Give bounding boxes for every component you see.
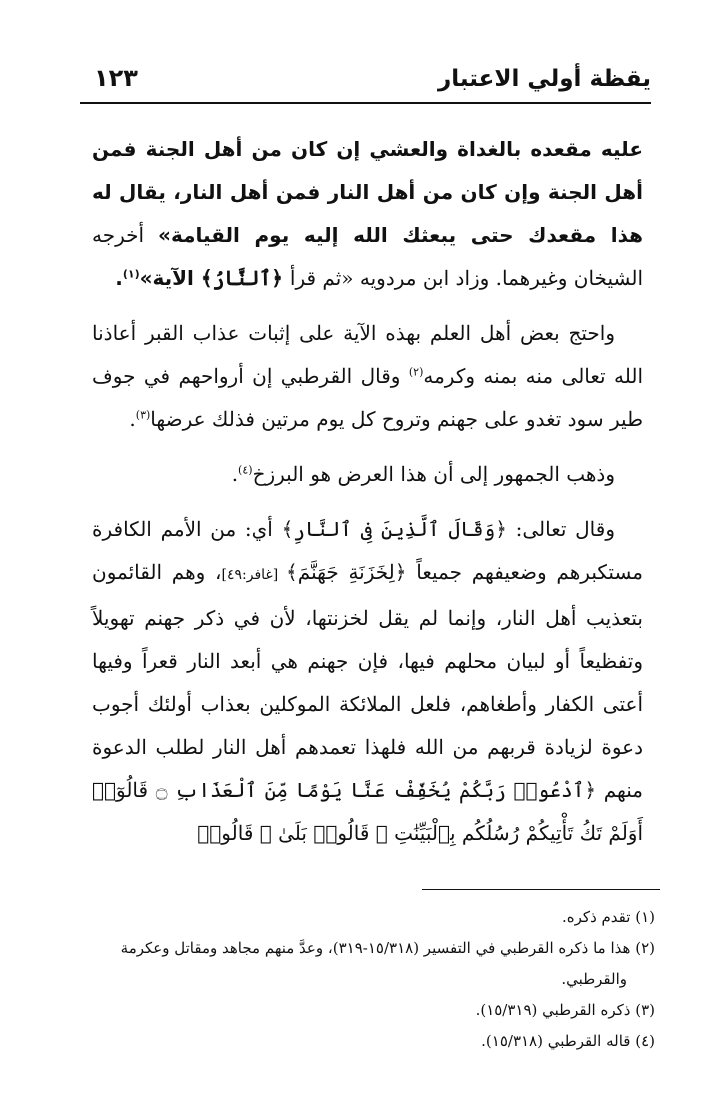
footnote-text: تقدم ذكره. xyxy=(562,908,636,926)
paragraph-2-text-2: وقال القرطبي إن أرواحهم في جوف طير سود تغدو على جهنم وتروح كل يوم مرتين فذلك عرضها xyxy=(92,364,643,431)
paragraph-4 xyxy=(92,508,643,855)
footnote-number: (٢) xyxy=(635,939,655,957)
footnote-rule xyxy=(422,889,660,890)
footnote-1 xyxy=(92,902,655,933)
page-number: ١٢٣ xyxy=(94,64,138,92)
footnotes xyxy=(92,902,655,1057)
header-rule xyxy=(80,102,651,104)
footnote-ref: (٤) xyxy=(238,463,253,477)
footnote-number: (٣) xyxy=(635,1001,655,1019)
page-header xyxy=(80,62,651,102)
paragraph-3: وذهب الجمهور إلى أن هذا العرض هو البرزخ$^{(٤)}$. xyxy=(231,462,615,486)
paragraph-4-text: أي: من الأمم الكافرة مستكبرهم وضعيفهم جميعاً xyxy=(92,517,643,584)
ayah-word: الآية» xyxy=(139,266,194,290)
hadith-text: عليه مقعده بالغداة والعشي إن كان من أهل الجنة فمن أهل الجنة وإن كان من أهل النار فمن أهل النار، يقال له هذا مقعدك حتى يبعثك الله إليه يوم القيامة» xyxy=(92,137,643,247)
main-text xyxy=(92,128,643,855)
footnote-2-continuation: والقرطبي. xyxy=(561,970,627,988)
quran-quote: ﴿وَقَالَ ٱلَّذِينَ فِى ٱلنَّارِ﴾ xyxy=(281,517,507,541)
footnote-3 xyxy=(92,995,655,1026)
footnote-4 xyxy=(92,1026,655,1057)
quran-quote: ﴿ٱلنَّارُ﴾ xyxy=(193,266,290,290)
paragraph-2-text: واحتج بعض أهل العلم بهذه الآية على إثبات عذاب القبر أعاذنا الله تعالى منه بمنه وكرمه xyxy=(92,321,643,388)
hadith-source: أخرجه الشيخان وغيرهما. وزاد ابن مردويه «ثم قرأ xyxy=(92,223,643,290)
footnote-text: ذكره القرطبي (١٥/٣١٩). xyxy=(475,1001,636,1019)
footnote-ref: (٢) xyxy=(408,365,424,379)
paragraph-2: واحتج بعض أهل العلم بهذه الآية على إثبات عذاب القبر أعاذنا الله تعالى منه بمنه وكرمه$^{(٢)}$ وقال القرطبي إن أرواحهم في جوف طير سود تغدو على جهنم وتروح كل يوم مرتين فذلك عرضها$^{(٣)}$. xyxy=(92,321,643,431)
footnote-text: هذا ما ذكره القرطبي في التفسير (١٥/٣١٨-٣١٩)، وعدَّ منهم مجاهد ومقاتل وعكرمة xyxy=(120,939,636,957)
footnote-text: قاله القرطبي (١٥/٣١٨). xyxy=(481,1032,636,1050)
footnote-ref: (٣) xyxy=(135,408,151,422)
paragraph-1: عليه مقعده بالغداة والعشي إن كان من أهل الجنة فمن أهل الجنة وإن كان من أهل النار فمن أهل النار، يقال له هذا مقعدك حتى يبعثك الله إليه يوم القيامة» أخرجه الشيخان وغيرهما. وزاد ابن مردويه «ثم قرأ ﴿ٱلنَّارُ﴾ الآية»$^{(١)}$. xyxy=(92,137,643,290)
footnote-ref: (١) xyxy=(122,267,140,281)
surah-citation: [غافر:٤٩] xyxy=(221,567,287,583)
footnote-number: (١) xyxy=(635,908,655,926)
footnote-number: (٤) xyxy=(635,1032,655,1050)
paragraph-4-text-2: ، وهم القائمون بتعذيب أهل النار، وإنما لم يقل لخزنتها، لأن في ذكر جهنم تهويلاً وتفظيعاً أو لبيان محلهم فيها، فإن جهنم هي أبعد النار قعراً وفيها أعتى الكفار وأطغاهم، فلعل الملائكة الموكلين بعذاب أولئك أجوب دعوة لزيادة قربهم من الله فلهذا تعمدهم أهل النار لطلب الدعوة منهم xyxy=(92,560,643,802)
quran-quote: ﴿لِخَزَنَةِ جَهَنَّمَ﴾ xyxy=(286,560,407,584)
paragraph-4-intro: وقال تعالى: xyxy=(506,517,615,541)
quran-quote: ﴿ٱدْعُوا۟ رَبَّكُمْ يُخَفِّفْ عَنَّا يَوْمًا مِّنَ ٱلْعَذَابِ ۝ قَالُوٓا۟ أَوَلَمْ تَكُ تَأْتِيكُمْ رُسُلُكُم بِٱلْبَيِّنَٰتِ ۖ قَالُوا۟ بَلَىٰ ۚ قَالُوا۟ xyxy=(92,778,643,845)
paragraph-3-text: وذهب الجمهور إلى أن هذا العرض هو البرزخ xyxy=(252,462,615,486)
footnote-2 xyxy=(92,933,655,964)
running-title: يقظة أولي الاعتبار xyxy=(437,66,651,92)
